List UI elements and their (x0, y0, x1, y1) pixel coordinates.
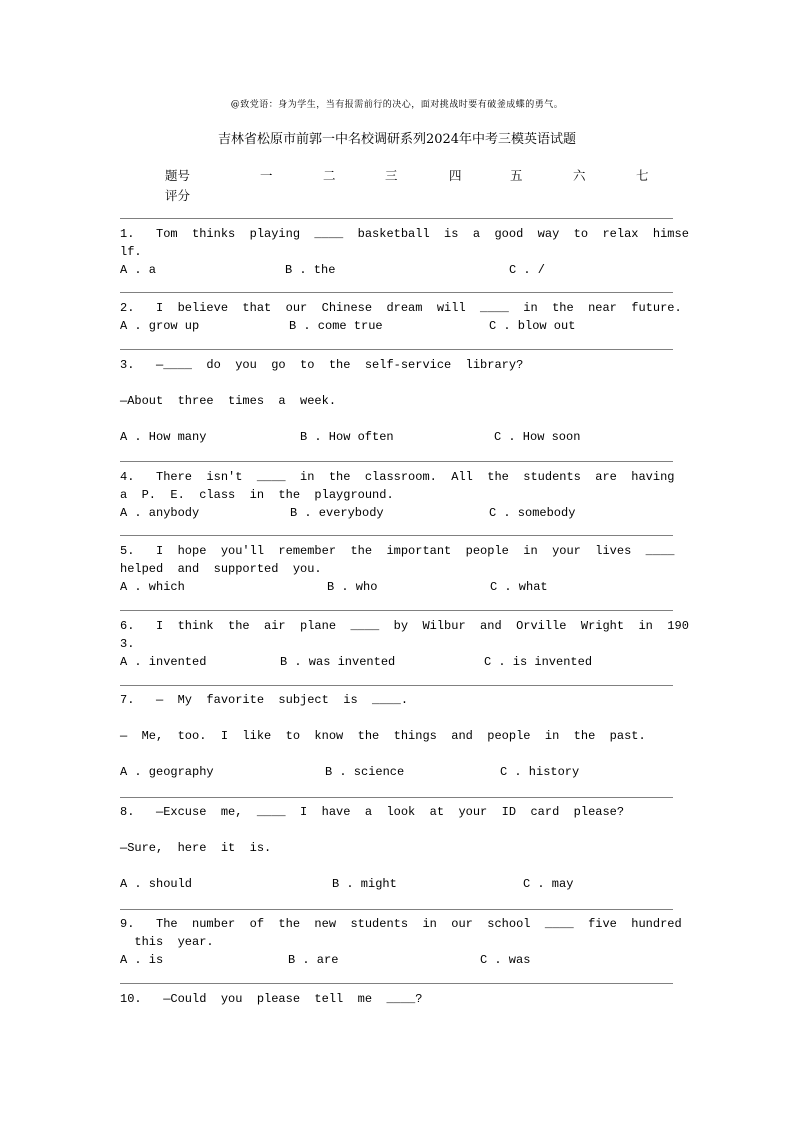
option-a[interactable]: A . which (120, 580, 185, 594)
separator (120, 292, 673, 293)
score-col-5: 五 (510, 168, 523, 183)
question-line: lf. (120, 245, 142, 259)
option-b[interactable]: B . everybody (290, 506, 384, 520)
question-10 (120, 990, 673, 1008)
score-col-7: 七 (636, 168, 649, 183)
question-7 (120, 691, 673, 781)
option-row (120, 504, 673, 522)
option-row (120, 951, 673, 969)
separator (120, 983, 673, 984)
option-c[interactable]: C . / (509, 263, 546, 277)
question-line: 6. I think the air plane ____ by Wilbur and Orville Wright in 190 (120, 619, 689, 633)
option-c[interactable]: C . How soon (494, 430, 581, 444)
score-col-1: 一 (260, 168, 273, 183)
question-line (120, 410, 673, 428)
option-b[interactable]: B . was invented (280, 655, 396, 669)
question-line: 3. —____ do you go to the self-service library? (120, 358, 524, 372)
question-9 (120, 915, 682, 969)
option-c[interactable]: C . blow out (489, 319, 576, 333)
separator (120, 685, 673, 686)
question-line: 7. — My favorite subject is ____. (120, 693, 409, 707)
option-b[interactable]: B . who (327, 580, 378, 594)
question-line: 4. There isn't ____ in the classroom. All the students are having (120, 470, 675, 484)
option-c[interactable]: C . may (523, 877, 574, 891)
option-c[interactable]: C . what (490, 580, 548, 594)
option-b[interactable]: B . science (325, 765, 405, 779)
option-b[interactable]: B . might (332, 877, 397, 891)
question-line (120, 374, 673, 392)
option-b[interactable]: B . the (285, 263, 336, 277)
score-row-label: 题号 (165, 168, 191, 183)
option-a[interactable]: A . anybody (120, 506, 200, 520)
question-line: 5. I hope you'll remember the important people in your lives ____ (120, 544, 675, 558)
option-a[interactable]: A . is (120, 953, 164, 967)
question-line: 10. —Could you please tell me ____? (120, 992, 423, 1006)
score-row-scores (165, 186, 685, 206)
score-row-label: 评分 (165, 188, 191, 203)
option-a[interactable]: A . grow up (120, 319, 200, 333)
option-row (120, 428, 673, 446)
separator (120, 349, 673, 350)
score-table (165, 166, 685, 206)
option-row (120, 653, 673, 671)
option-b[interactable]: B . How often (300, 430, 394, 444)
option-c[interactable]: C . is invented (484, 655, 593, 669)
option-a[interactable]: A . How many (120, 430, 207, 444)
question-1 (120, 225, 689, 279)
question-5 (120, 542, 673, 596)
question-line: —About three times a week. (120, 394, 337, 408)
question-line (120, 709, 673, 727)
option-a[interactable]: A . should (120, 877, 193, 891)
option-c[interactable]: C . somebody (489, 506, 576, 520)
option-a[interactable]: A . geography (120, 765, 214, 779)
option-row (120, 317, 673, 335)
separator (120, 461, 673, 462)
separator (120, 218, 673, 219)
separator (120, 909, 673, 910)
question-line (120, 745, 673, 763)
question-line: 8. —Excuse me, ____ I have a look at your ID card please? (120, 805, 625, 819)
question-line (120, 857, 673, 875)
score-col-3: 三 (385, 168, 398, 183)
score-row-numbers (165, 166, 685, 186)
question-4 (120, 468, 673, 522)
option-row (120, 578, 673, 596)
question-2 (120, 299, 682, 335)
question-line: 3. (120, 637, 135, 651)
question-3 (120, 356, 673, 446)
question-line: helped and supported you. (120, 562, 322, 576)
score-col-2: 二 (323, 168, 336, 183)
score-col-4: 四 (449, 168, 462, 183)
separator (120, 610, 673, 611)
option-row (120, 763, 673, 781)
option-b[interactable]: B . are (288, 953, 339, 967)
question-line: a P. E. class in the playground. (120, 488, 394, 502)
option-b[interactable]: B . come true (289, 319, 383, 333)
question-line: 9. The number of the new students in our school ____ five hundred (120, 917, 682, 931)
page-title: 吉林省松原市前郭一中名校调研系列2024年中考三模英语试题 (217, 132, 577, 147)
question-line: 1. Tom thinks playing ____ basketball is a good way to relax himse (120, 227, 689, 241)
option-row (120, 875, 673, 893)
option-c[interactable]: C . history (500, 765, 580, 779)
option-a[interactable]: A . a (120, 263, 157, 277)
question-line: this year. (120, 935, 214, 949)
option-row (120, 261, 673, 279)
motto-line: @致党语：身为学生，当有报需前行的决心，面对挑战时要有破釜成蝶的勇气。 (230, 100, 564, 110)
question-8 (120, 803, 673, 893)
separator (120, 797, 673, 798)
option-a[interactable]: A . invented (120, 655, 207, 669)
question-line: 2. I believe that our Chinese dream will ____ in the near future. (120, 301, 682, 315)
question-line: — Me, too. I like to know the things and people in the past. (120, 729, 646, 743)
question-line (120, 821, 673, 839)
option-c[interactable]: C . was (480, 953, 531, 967)
question-6 (120, 617, 689, 671)
score-col-6: 六 (573, 168, 586, 183)
question-line: —Sure, here it is. (120, 841, 272, 855)
separator (120, 535, 673, 536)
